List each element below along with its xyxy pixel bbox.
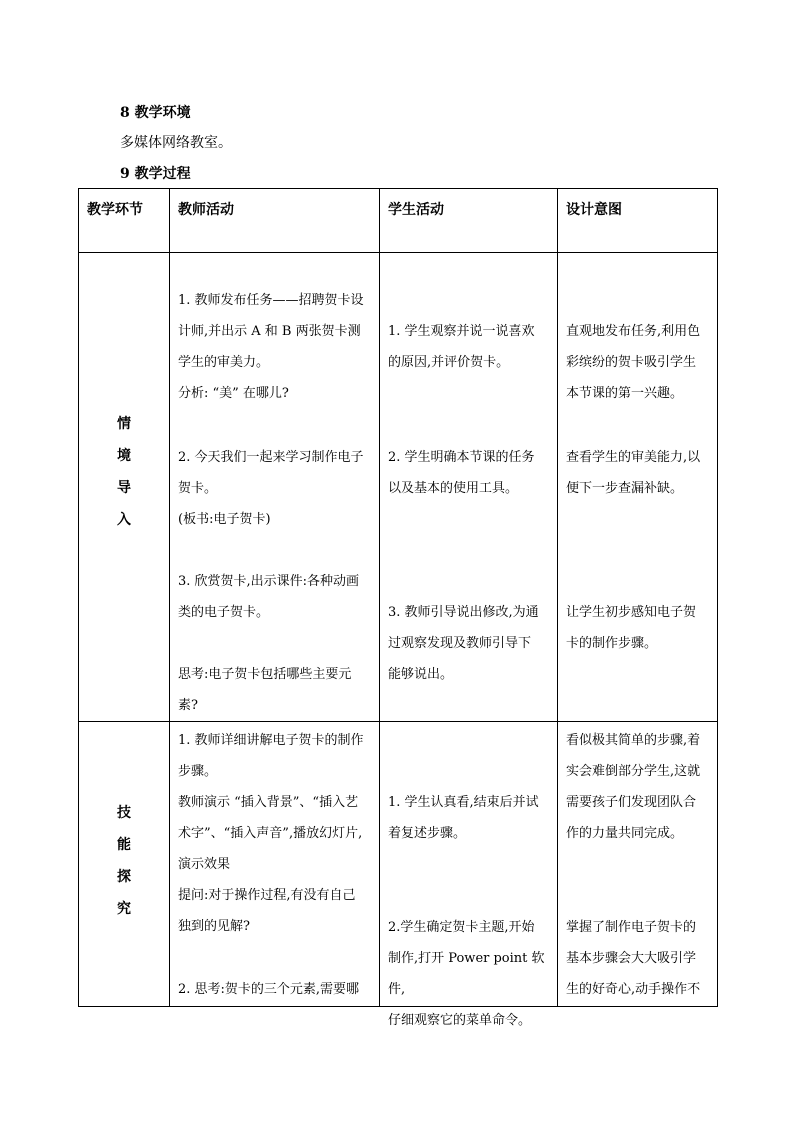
text-line: 教师演示 “插入背景”、“插入艺 [178, 795, 359, 810]
design-intent-cell [558, 722, 718, 1007]
teaching-process-table [78, 188, 718, 1028]
text-line: 思考:电子贺卡包括哪些主要元 [178, 667, 352, 682]
student-activity-cell [380, 253, 558, 722]
text-line: 步骤。 [178, 764, 218, 779]
stage-char: 情 [117, 416, 131, 432]
teacher-block-2 [178, 974, 375, 1005]
text-line: 3. 欣赏贺卡,出示课件:各种动画 [178, 574, 360, 589]
text-line: 分析: “美” 在哪儿? [178, 386, 289, 401]
student-block-3 [388, 597, 553, 690]
text-line: 2. 思考:贺卡的三个元素,需要哪 [178, 982, 360, 997]
teacher-activity-cell [170, 253, 380, 722]
text-line: 让学生初步感知电子贺 [566, 605, 697, 620]
section-9-heading: 9 教学过程 [120, 166, 191, 182]
text-line: 2. 今天我们一起来学习制作电子 [178, 450, 364, 465]
text-line: 便下一步查漏补缺。 [566, 481, 684, 496]
teacher-block-4 [178, 659, 375, 721]
stage-cell-intro [79, 253, 170, 722]
text-line: (板书:电子贺卡) [178, 512, 271, 527]
text-line: 提问:对于操作过程,有没有自己 [178, 888, 356, 903]
text-line: 掌握了制作电子贺卡的 [566, 920, 697, 935]
table-header-row [79, 189, 718, 253]
text-line: 实会难倒部分学生,这就 [566, 764, 701, 779]
text-line: 以及基本的使用工具。 [388, 481, 519, 496]
text-line: 贺卡。 [178, 481, 218, 496]
table-row [79, 253, 718, 722]
student-block-1 [388, 316, 553, 378]
text-line: 看似极其简单的步骤,着 [566, 733, 701, 748]
stage-cell-skills [79, 722, 170, 1007]
text-line: 作的力量共同完成。 [566, 826, 684, 841]
stage-char: 境 [117, 448, 131, 464]
stage-char: 导 [117, 480, 131, 496]
text-line: 本节课的第一兴趣。 [566, 386, 684, 401]
text-line: 能够说出。 [388, 667, 454, 682]
header-student-activity: 学生活动 [380, 189, 558, 253]
text-line: 术字”、“插入声音”,播放幻灯片, [178, 826, 363, 841]
stage-char: 能 [117, 837, 131, 853]
student-block-1 [388, 787, 553, 849]
teacher-activity-cell [170, 722, 380, 1007]
intent-block-2 [566, 442, 713, 504]
text-line: 直观地发布任务,利用色 [566, 324, 701, 339]
section-8-text: 多媒体网络教室。 [120, 135, 232, 151]
text-line: 演示效果 [178, 857, 231, 872]
teacher-block-1 [178, 285, 375, 409]
text-line: 1. 教师发布任务——招聘贺卡设 [178, 293, 364, 308]
text-line: 基本步骤会大大吸引学 [566, 951, 697, 966]
text-line: 卡的制作步骤。 [566, 636, 658, 651]
text-line: 2. 学生明确本节课的任务 [388, 450, 535, 465]
header-stage: 教学环节 [79, 189, 170, 253]
intent-block-2 [566, 912, 713, 1005]
header-teacher-activity: 教师活动 [170, 189, 380, 253]
text-line: 着复述步骤。 [388, 826, 467, 841]
text-line: 计师,并出示 A 和 B 两张贺卡测 [178, 324, 361, 339]
intent-block-3 [566, 597, 713, 659]
design-intent-cell [558, 253, 718, 722]
text-line: 制作,打开 Power point 软件, [388, 951, 545, 997]
stage-char: 究 [117, 901, 131, 917]
table-row [79, 722, 718, 1007]
text-line: 3. 教师引导说出修改,为通 [388, 605, 539, 620]
text-line: 独到的见解? [178, 919, 250, 934]
section-8-heading: 8 教学环境 [120, 105, 191, 121]
text-line: 2.学生确定贺卡主题,开始 [388, 920, 535, 935]
text-line: 素? [178, 698, 198, 713]
intent-block-1 [566, 316, 713, 409]
text-line: 1. 学生观察并说一说喜欢 [388, 324, 535, 339]
text-line: 需要孩子们发现团队合 [566, 795, 697, 810]
stage-char: 入 [117, 512, 131, 528]
text-line: 查看学生的审美能力,以 [566, 450, 701, 465]
text-line: 的原因,并评价贺卡。 [388, 355, 510, 370]
student-activity-cell [380, 722, 558, 1028]
text-line: 1. 教师详细讲解电子贺卡的制作 [178, 733, 364, 748]
student-block-2 [388, 442, 553, 504]
stage-char: 技 [117, 805, 131, 821]
text-line: 类的电子贺卡。 [178, 605, 270, 620]
stage-char: 探 [117, 869, 131, 885]
teacher-block-3 [178, 566, 375, 628]
text-line: 学生的审美力。 [178, 355, 270, 370]
intent-block-1 [566, 725, 713, 849]
text-line: 仔细观察它的菜单命令。 [388, 1013, 532, 1028]
student-block-2 [388, 912, 553, 1036]
header-design-intent: 设计意图 [558, 189, 718, 253]
text-line: 彩缤纷的贺卡吸引学生 [566, 355, 697, 370]
text-line: 过观察发现及教师引导下 [388, 636, 532, 651]
text-line: 1. 学生认真看,结束后并试 [388, 795, 539, 810]
teacher-block-1 [178, 725, 375, 942]
teacher-block-2 [178, 442, 375, 535]
text-line: 生的好奇心,动手操作不 [566, 982, 701, 997]
